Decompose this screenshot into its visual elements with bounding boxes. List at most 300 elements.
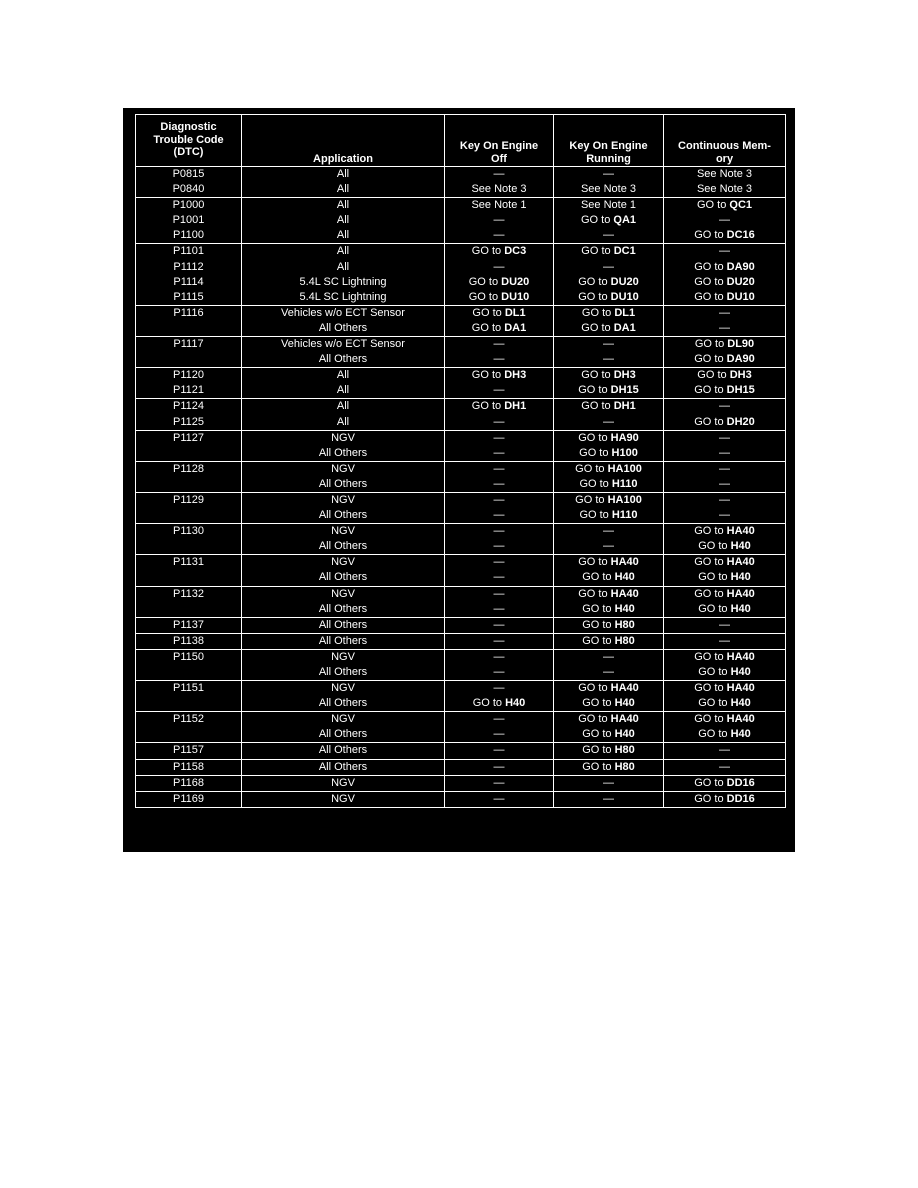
continuous-memory-value: GO to HA40 [694, 650, 755, 663]
continuous-memory-value: GO to DH3 [697, 369, 752, 382]
koeo-value: — [493, 744, 505, 757]
dtc-group [136, 430, 786, 461]
application: All Others [318, 634, 368, 647]
application: All Others [318, 477, 368, 490]
application: All [336, 229, 350, 242]
dtc-group [136, 649, 786, 680]
koeo-value: GO to DA1 [471, 321, 527, 334]
continuous-memory-value: — [719, 462, 730, 475]
koeo-value: GO to DH1 [471, 400, 527, 413]
table-row [136, 712, 786, 743]
koer-value-cell [554, 337, 664, 368]
application: NGV [331, 525, 355, 538]
koer-value: GO to H40 [582, 728, 635, 741]
koeo-value-cell [445, 633, 554, 649]
koer-value: GO to H40 [582, 571, 635, 584]
continuous-memory-value: GO to DU20 [694, 275, 755, 288]
application: All [336, 400, 350, 413]
dtc-table [135, 114, 786, 808]
dtc-group [136, 681, 786, 712]
continuous-memory-value: — [719, 400, 730, 413]
application: NGV [331, 587, 355, 600]
continuous-memory-value: GO to HA40 [694, 682, 755, 695]
koeo-value-cell [445, 399, 554, 430]
koeo-value-cell [445, 492, 554, 523]
continuous-memory-value-cell [664, 430, 786, 461]
table-row [136, 681, 786, 712]
continuous-memory-value-cell [664, 617, 786, 633]
dtc-code: P1100 [173, 229, 204, 242]
header-application: Application [242, 115, 445, 167]
application: All [336, 415, 350, 428]
dtc-code: P1130 [173, 525, 204, 538]
continuous-memory-value: GO to H40 [698, 666, 751, 678]
koer-value: — [603, 792, 614, 805]
koer-value-cell [554, 305, 664, 336]
continuous-memory-value: — [719, 431, 730, 444]
koer-value: GO to DL1 [581, 306, 636, 319]
koer-value: GO to H40 [582, 602, 635, 615]
dtc-code-cell [136, 586, 242, 617]
application-cell [242, 555, 445, 586]
application: NGV [331, 431, 355, 444]
koeo-value-cell [445, 368, 554, 399]
dtc-code-cell [136, 791, 242, 807]
koeo-value: See Note 3 [471, 183, 527, 196]
table-row [136, 524, 786, 555]
koeo-value: — [493, 650, 505, 663]
koer-value-cell [554, 524, 664, 555]
koer-value: — [603, 776, 614, 789]
continuous-memory-value-cell [664, 555, 786, 586]
koer-value: — [603, 229, 614, 242]
koer-value: — [603, 650, 614, 663]
koeo-value-cell [445, 743, 554, 759]
koeo-value: — [493, 525, 505, 538]
application: Vehicles w/o ECT Sensor [281, 306, 405, 319]
continuous-memory-value-cell [664, 759, 786, 775]
koeo-value: — [493, 776, 505, 789]
header-key-on-engine-off: Key On Engine Off [445, 115, 554, 167]
continuous-memory-value: GO to HA40 [694, 713, 755, 726]
continuous-memory-value: — [719, 306, 730, 319]
koeo-value: — [493, 634, 505, 647]
koer-value-cell [554, 681, 664, 712]
continuous-memory-value: GO to H40 [698, 602, 751, 615]
application-cell [242, 759, 445, 775]
continuous-memory-value: GO to DU10 [694, 290, 755, 303]
application-cell [242, 461, 445, 492]
koeo-value: GO to DC3 [471, 245, 527, 258]
application: All [336, 245, 350, 258]
continuous-memory-value: — [719, 446, 730, 459]
dtc-code: P1158 [173, 760, 204, 773]
koeo-value-cell [445, 712, 554, 743]
continuous-memory-value-cell [664, 167, 786, 198]
continuous-memory-value-cell [664, 633, 786, 649]
table-row [136, 743, 786, 759]
dtc-group [136, 759, 786, 775]
koeo-value-cell [445, 524, 554, 555]
dtc-code: P1125 [173, 415, 204, 428]
dtc-group [136, 617, 786, 633]
dtc-code-cell [136, 337, 242, 368]
koeo-value: — [493, 384, 505, 397]
koer-value: GO to HA90 [578, 431, 639, 444]
dtc-code: P1116 [173, 306, 204, 319]
application-cell [242, 198, 445, 244]
koeo-value: — [493, 666, 505, 678]
dtc-code: P1127 [173, 431, 204, 444]
dtc-code: P1168 [173, 776, 204, 789]
koer-value: GO to H100 [579, 446, 638, 459]
koeo-value: GO to H40 [472, 697, 526, 710]
koeo-value: GO to DU20 [468, 275, 530, 288]
dtc-code-cell [136, 430, 242, 461]
koeo-value-cell [445, 337, 554, 368]
application: All [336, 183, 350, 196]
koeo-value: — [493, 587, 505, 600]
koer-value-cell [554, 399, 664, 430]
koer-value: GO to DC1 [581, 245, 636, 258]
koer-value-cell [554, 759, 664, 775]
koeo-value: — [493, 415, 505, 428]
dtc-code-cell [136, 368, 242, 399]
application-cell [242, 492, 445, 523]
continuous-memory-value-cell [664, 524, 786, 555]
application: All Others [318, 697, 368, 710]
koer-value-cell [554, 617, 664, 633]
dtc-group [136, 555, 786, 586]
table-row [136, 399, 786, 430]
table-row [136, 617, 786, 633]
dtc-code: P1129 [173, 493, 204, 506]
koeo-value: — [493, 571, 505, 584]
dtc-code: P1121 [173, 384, 204, 397]
koer-value: GO to H80 [582, 634, 635, 647]
application-cell [242, 244, 445, 305]
dtc-code: P1137 [173, 618, 204, 631]
dtc-code: P1101 [173, 245, 204, 258]
continuous-memory-value: — [719, 245, 730, 258]
application-cell [242, 633, 445, 649]
application-cell [242, 791, 445, 807]
application: 5.4L SC Lightning [299, 275, 387, 288]
table-row [136, 633, 786, 649]
table-row [136, 461, 786, 492]
dtc-table-sheet [123, 108, 795, 852]
application-cell [242, 399, 445, 430]
dtc-table-header [136, 115, 786, 167]
koer-value: GO to DU20 [578, 275, 639, 288]
koer-value-cell [554, 791, 664, 807]
continuous-memory-value: GO to H40 [698, 728, 751, 741]
table-row [136, 337, 786, 368]
table-row [136, 759, 786, 775]
header-continuous-memory: Continuous Mem- ory [664, 115, 786, 167]
koer-value: GO to H110 [579, 509, 638, 522]
application: All Others [318, 571, 368, 584]
koer-value: — [603, 540, 614, 553]
dtc-code: P1132 [173, 587, 204, 600]
dtc-code: P1131 [173, 556, 204, 569]
dtc-group [136, 492, 786, 523]
dtc-code-cell [136, 681, 242, 712]
table-row [136, 586, 786, 617]
header-key-on-engine-running: Key On Engine Running [554, 115, 664, 167]
dtc-code-cell [136, 617, 242, 633]
koer-value: GO to H40 [582, 697, 635, 710]
continuous-memory-value-cell [664, 775, 786, 791]
dtc-group [136, 305, 786, 336]
dtc-group [136, 791, 786, 807]
koer-value: GO to DA1 [581, 321, 636, 334]
dtc-code-cell [136, 492, 242, 523]
table-row [136, 305, 786, 336]
koer-value-cell [554, 492, 664, 523]
continuous-memory-value-cell [664, 461, 786, 492]
continuous-memory-value: GO to H40 [698, 540, 751, 553]
application: All [336, 369, 350, 382]
continuous-memory-value-cell [664, 743, 786, 759]
koer-value: — [603, 415, 614, 428]
koeo-value: — [493, 556, 505, 569]
koeo-value: — [493, 682, 505, 695]
koer-value: GO to DH3 [581, 369, 636, 382]
koer-value: See Note 3 [580, 183, 637, 196]
koer-value-cell [554, 775, 664, 791]
table-row [136, 492, 786, 523]
continuous-memory-value-cell [664, 492, 786, 523]
continuous-memory-value: GO to DD16 [694, 776, 755, 789]
application-cell [242, 368, 445, 399]
koer-value: GO to H80 [582, 760, 635, 773]
koer-value: GO to DH1 [581, 400, 636, 413]
dtc-code: P1114 [173, 275, 204, 288]
koer-value-cell [554, 167, 664, 198]
continuous-memory-value: — [719, 634, 730, 647]
continuous-memory-value: — [719, 509, 730, 522]
application-cell [242, 712, 445, 743]
koer-value: GO to H80 [582, 618, 635, 631]
dtc-code: P1151 [173, 682, 204, 695]
continuous-memory-value: GO to HA40 [694, 587, 755, 600]
dtc-code-cell [136, 649, 242, 680]
dtc-code: P1157 [173, 744, 204, 757]
koeo-value: — [493, 431, 505, 444]
application-cell [242, 649, 445, 680]
dtc-group [136, 368, 786, 399]
koeo-value: — [493, 602, 505, 615]
koeo-value-cell [445, 244, 554, 305]
koer-value-cell [554, 633, 664, 649]
application: All Others [318, 666, 368, 678]
koeo-value-cell [445, 198, 554, 244]
dtc-code: P1128 [173, 462, 204, 475]
table-row [136, 791, 786, 807]
application: All Others [318, 540, 368, 553]
koer-value: GO to H110 [579, 477, 638, 490]
table-row [136, 244, 786, 305]
koer-value-cell [554, 586, 664, 617]
dtc-code: P1115 [173, 290, 204, 303]
continuous-memory-value-cell [664, 681, 786, 712]
koeo-value-cell [445, 167, 554, 198]
continuous-memory-value-cell [664, 649, 786, 680]
koer-value-cell [554, 244, 664, 305]
dtc-code: P1117 [173, 338, 204, 351]
dtc-group [136, 633, 786, 649]
koer-value: GO to HA100 [575, 493, 642, 506]
dtc-code: P1150 [173, 650, 204, 663]
application: All Others [318, 321, 368, 334]
application-cell [242, 617, 445, 633]
koer-value-cell [554, 743, 664, 759]
application: NGV [331, 682, 355, 695]
application-cell [242, 775, 445, 791]
koer-value: — [603, 666, 614, 678]
dtc-group [136, 198, 786, 244]
continuous-memory-value: — [719, 760, 730, 773]
application: NGV [331, 713, 355, 726]
application-cell [242, 167, 445, 198]
koer-value: GO to HA40 [578, 713, 639, 726]
dtc-code-cell [136, 244, 242, 305]
dtc-group [136, 399, 786, 430]
koer-value-cell [554, 368, 664, 399]
koer-value-cell [554, 649, 664, 680]
continuous-memory-value-cell [664, 791, 786, 807]
table-row [136, 368, 786, 399]
application: NGV [331, 462, 355, 475]
koeo-value: — [493, 477, 505, 490]
table-row [136, 430, 786, 461]
application: All Others [318, 760, 368, 773]
koer-value: — [603, 168, 614, 180]
dtc-code-cell [136, 555, 242, 586]
application: NGV [331, 776, 355, 789]
continuous-memory-value: GO to DA90 [694, 353, 755, 366]
continuous-memory-value: GO to DH15 [694, 384, 755, 397]
continuous-memory-value-cell [664, 586, 786, 617]
application: All Others [318, 744, 368, 757]
application-cell [242, 743, 445, 759]
koer-value: See Note 1 [580, 199, 637, 212]
continuous-memory-value: See Note 3 [696, 168, 753, 180]
application: All [336, 214, 350, 227]
continuous-memory-value-cell [664, 198, 786, 244]
dtc-code-cell [136, 712, 242, 743]
continuous-memory-value-cell [664, 368, 786, 399]
dtc-code-cell [136, 461, 242, 492]
application: All [336, 168, 350, 180]
koeo-value-cell [445, 775, 554, 791]
dtc-code-cell [136, 198, 242, 244]
application: NGV [331, 556, 355, 569]
application: NGV [331, 792, 355, 805]
continuous-memory-value-cell [664, 399, 786, 430]
koeo-value-cell [445, 555, 554, 586]
koer-value: GO to HA100 [575, 462, 642, 475]
dtc-code-cell [136, 524, 242, 555]
continuous-memory-value-cell [664, 244, 786, 305]
continuous-memory-value-cell [664, 305, 786, 336]
koer-value: GO to H80 [582, 744, 635, 757]
application: All [336, 260, 350, 273]
dtc-code-cell [136, 775, 242, 791]
application-cell [242, 337, 445, 368]
koer-value: GO to HA40 [578, 587, 639, 600]
dtc-group [136, 586, 786, 617]
koeo-value: See Note 1 [471, 199, 527, 212]
continuous-memory-value: — [719, 493, 730, 506]
application: 5.4L SC Lightning [299, 290, 387, 303]
application: All Others [318, 509, 368, 522]
application: NGV [331, 650, 355, 663]
dtc-code: P1112 [173, 260, 204, 273]
koeo-value-cell [445, 759, 554, 775]
koeo-value-cell [445, 617, 554, 633]
koeo-value: — [493, 792, 505, 805]
koer-value: — [603, 260, 614, 273]
application: All Others [318, 446, 368, 459]
continuous-memory-value-cell [664, 337, 786, 368]
dtc-code: P1138 [173, 634, 204, 647]
dtc-code-cell [136, 167, 242, 198]
continuous-memory-value: GO to DA90 [694, 260, 755, 273]
dtc-group [136, 167, 786, 198]
application-cell [242, 681, 445, 712]
application: All Others [318, 353, 368, 366]
koeo-value: — [493, 618, 505, 631]
koer-value: — [603, 525, 614, 538]
dtc-group [136, 244, 786, 305]
koeo-value-cell [445, 649, 554, 680]
koeo-value: GO to DL1 [472, 306, 526, 319]
koer-value-cell [554, 712, 664, 743]
koeo-value: — [493, 229, 505, 242]
dtc-group [136, 461, 786, 492]
koer-value: GO to DU10 [578, 290, 639, 303]
application-cell [242, 430, 445, 461]
koer-value-cell [554, 430, 664, 461]
dtc-code-cell [136, 759, 242, 775]
table-row [136, 555, 786, 586]
koeo-value: — [493, 353, 505, 366]
continuous-memory-value: GO to DH20 [694, 415, 755, 428]
continuous-memory-value: GO to DL90 [694, 338, 755, 351]
application-cell [242, 524, 445, 555]
table-row [136, 649, 786, 680]
dtc-group [136, 743, 786, 759]
continuous-memory-value: GO to H40 [698, 571, 751, 584]
koer-value: GO to HA40 [578, 682, 639, 695]
koeo-value-cell [445, 305, 554, 336]
koer-value: — [603, 353, 614, 366]
dtc-group [136, 712, 786, 743]
table-row [136, 167, 786, 198]
koeo-value: — [493, 168, 505, 180]
application-cell [242, 305, 445, 336]
table-row [136, 775, 786, 791]
koeo-value: GO to DU10 [468, 290, 530, 303]
koeo-value-cell [445, 430, 554, 461]
application: Vehicles w/o ECT Sensor [281, 338, 405, 351]
koer-value-cell [554, 198, 664, 244]
koeo-value: — [493, 493, 505, 506]
application: All [336, 384, 350, 397]
dtc-code: P1001 [172, 214, 205, 227]
